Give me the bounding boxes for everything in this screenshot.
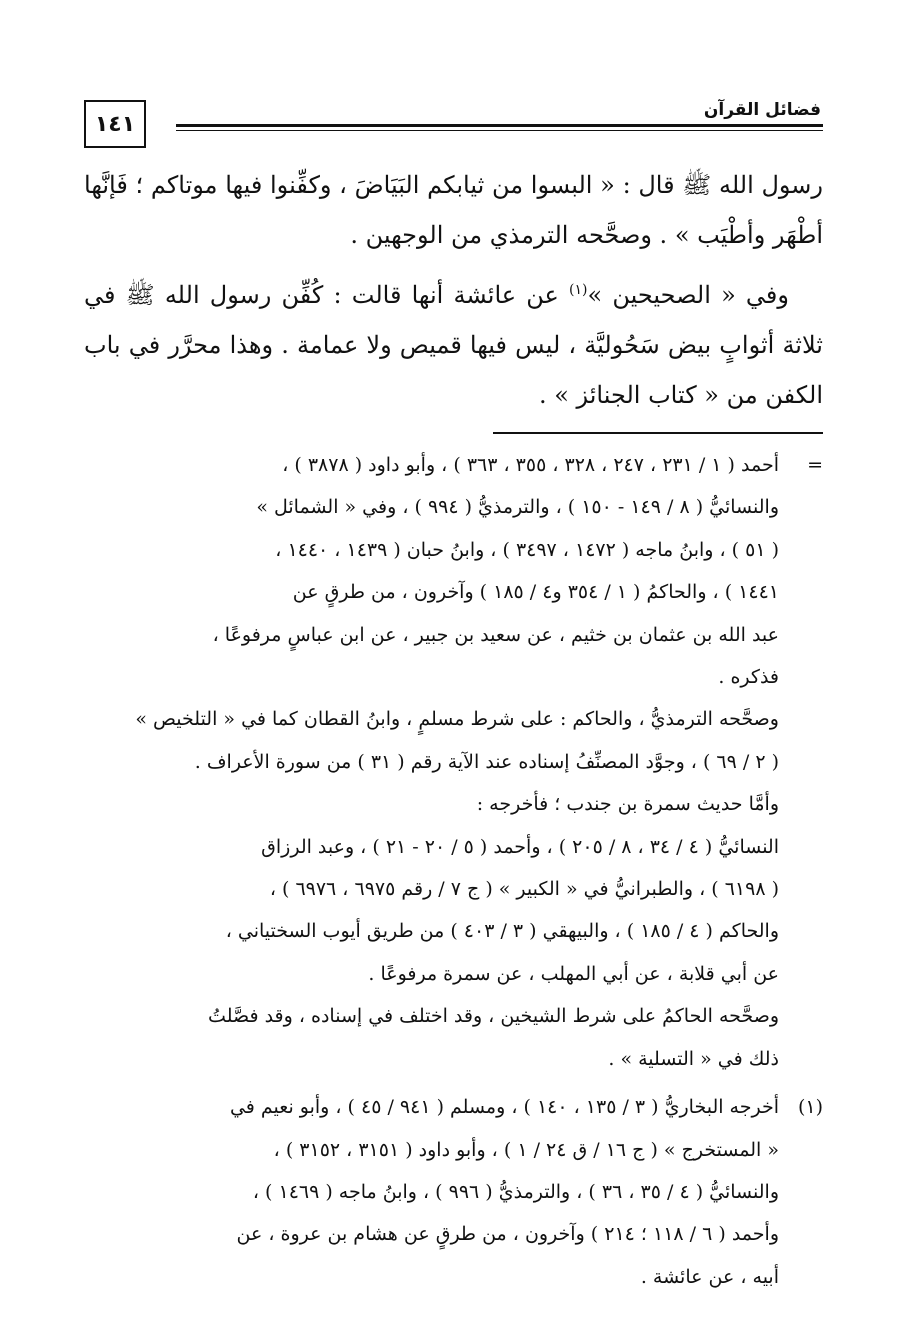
main-text — [84, 160, 823, 420]
footnote-line: أخرجه البخاريُّ ( ٣ / ١٣٥ ، ١٤٠ ) ، ومسلم ( ٩٤١ / ٤٥ ) ، وأبو نعيم في — [229, 1096, 779, 1119]
footnote-line: والحاكم ( ٤ / ١٨٥ ) ، والبيهقي ( ٣ / ٤٠٣ ) من طريق أيوب السختياني ، — [225, 920, 779, 943]
footnote-line: والنسائيُّ ( ٨ / ١٤٩ - ١٥٠ ) ، والترمذيُّ ( ٩٩٤ ) ، وفي « الشمائل » — [256, 496, 779, 519]
footnote-line: وأحمد ( ٦ / ١١٨ ؛ ٢١٤ ) وآخرون ، من طرقٍ عن هشام بن عروة ، عن — [236, 1223, 779, 1246]
footnote-continuation-text — [84, 444, 779, 1080]
footnote-line: أحمد ( ١ / ٢٣١ ، ٢٤٧ ، ٣٢٨ ، ٣٥٥ ، ٣٦٣ ) ، وأبو داود ( ٣٨٧٨ ) ، — [282, 454, 779, 476]
footnote-line: أبيه ، عن عائشة . — [640, 1265, 779, 1288]
footnote-line: ١٤٤١ ) ، والحاكمُ ( ١ / ٣٥٤ و٤ / ١٨٥ ) وآخرون ، من طرقٍ عن — [292, 581, 779, 604]
footnotes — [84, 444, 823, 1298]
footnote-line: وأمَّا حديث سمرة بن جندب ؛ فأخرجه : — [476, 793, 779, 816]
footnote-continuation — [84, 444, 823, 1080]
footnote-1 — [84, 1086, 823, 1298]
footnote-line: ( ٥١ ) ، وابنُ ماجه ( ١٤٧٢ ، ٣٤٩٧ ) ، وابنُ حبان ( ١٤٣٩ ، ١٤٤٠ ، — [275, 538, 779, 561]
footnote-line: عبد الله بن عثمان بن خثيم ، عن سعيد بن جبير ، عن ابن عباسٍ مرفوعًا ، — [212, 623, 779, 646]
footnote-line: ( ٦١٩٨ ) ، والطبرانيُّ في « الكبير » ( ج ٧ / رقم ٦٩٧٥ ، ٦٩٧٦ ) ، — [269, 878, 779, 901]
page-number: ١٤١ — [84, 100, 146, 148]
footnote-line: ( ٢ / ٦٩ ) ، وجوَّد المصنِّفُ إسناده عند الآية رقم ( ٣١ ) من سورة الأعراف . — [194, 750, 779, 773]
footnote-line: ذلك في « التسلية » . — [608, 1047, 779, 1070]
footnote-line: وصحَّحه الحاكمُ على شرط الشيخين ، وقد اختلف في إسناده ، وقد فصَّلتُ — [208, 1005, 779, 1028]
paragraph-1: رسول الله ﷺ قال : « البسوا من ثيابكم البَيَاضَ ، وكفِّنوا فيها موتاكم ؛ فَإنَّها أطْهَر وأطْيَب » . وصحَّحه الترمذي من الوجهين . — [84, 171, 823, 249]
footnote-ref-1[interactable]: (١) — [569, 282, 588, 298]
footnote-line: النسائيُّ ( ٤ / ٣٤ ، ٨ / ٢٠٥ ) ، وأحمد ( ٥ / ٢٠ - ٢١ ) ، وعبد الرزاق — [261, 835, 779, 858]
footnote-line: والنسائيُّ ( ٤ / ٣٥ ، ٣٦ ) ، والترمذيُّ ( ٩٩٦ ) ، وابنُ ماجه ( ١٤٦٩ ) ، — [252, 1180, 779, 1203]
footnote-line: فذكره . — [718, 666, 779, 689]
footnote-line: عن أبي قلابة ، عن أبي المهلب ، عن سمرة مرفوعًا . — [368, 962, 779, 985]
footnote-line: « المستخرج » ( ج ١٦ / ق ٢٤ / ١ ) ، وأبو داود ( ٣١٥١ ، ٣١٥٢ ) ، — [273, 1138, 779, 1161]
footnote-continuation-marker: = — [807, 454, 823, 476]
paragraph-2-rest: عن عائشة أنها قالت : كُفِّن رسول الله ﷺ في ثلاثة أثوابٍ بيض سَحُوليَّة ، ليس فيها قميص ولا عمامة . وهذا محرَّر في باب الكفن من « كتاب الجنائز » . — [84, 281, 823, 409]
header-rule-thin — [176, 130, 823, 131]
running-title: فضائل القرآن — [703, 100, 821, 120]
footnote-line: وصحَّحه الترمذيُّ ، والحاكم : على شرط مسلمٍ ، وابنُ القطان كما في « التلخيص » — [135, 708, 779, 731]
footnote-1-marker: (١) — [797, 1096, 823, 1119]
paragraph-2 — [84, 270, 823, 420]
footnote-separator — [493, 432, 823, 434]
paragraph-2-start: وفي « الصحيحين » — [587, 281, 789, 309]
header-rule — [176, 124, 823, 127]
footnote-1-text — [84, 1086, 779, 1298]
